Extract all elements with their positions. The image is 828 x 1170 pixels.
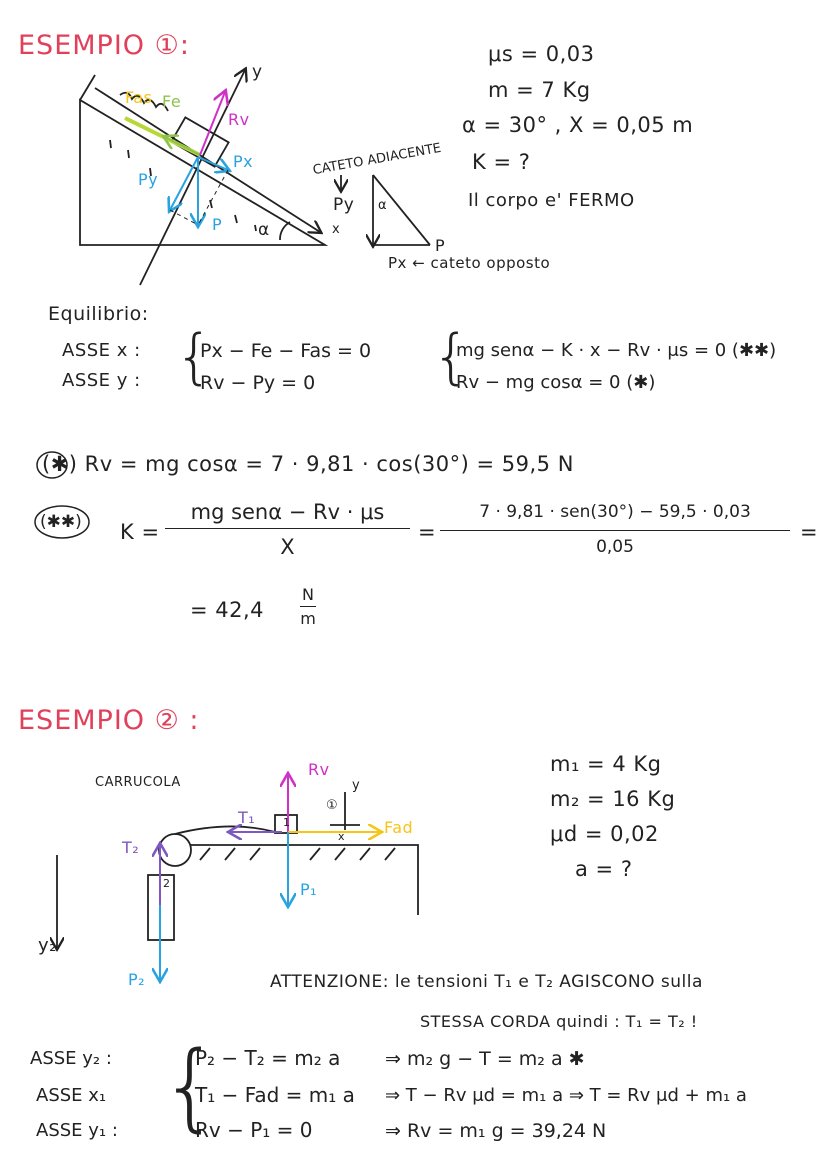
k-formula-numerator: mg senα − Rv · μs — [165, 500, 410, 529]
label-y2: y₂ — [38, 935, 57, 956]
incline-diagram — [80, 70, 325, 285]
row-axis-y1: ASSE y₁ : — [36, 1120, 118, 1141]
given-still: Il corpo e' FERMO — [468, 190, 635, 211]
label-rv: Rv — [228, 110, 250, 129]
k-marker: (✱✱) — [40, 512, 82, 532]
py-arrow — [170, 157, 198, 210]
row-eq-y2: P₂ − T₂ = m₂ a — [195, 1046, 341, 1070]
px-arrow — [198, 157, 228, 170]
rv-calculation: (✱) Rv = mg cosα = 7 · 9,81 · cos(30°) = 59,5 N — [42, 452, 574, 476]
row-result-x1: ⇒ T − Rv μd = m₁ a ⇒ T = Rv μd + m₁ a — [385, 1085, 747, 1106]
label-p1: P₁ — [300, 880, 318, 899]
equals-sign-end: = — [800, 520, 819, 544]
row-eq-y1: Rv − P₁ = 0 — [195, 1118, 313, 1142]
k-label: K = — [120, 520, 160, 544]
given-mass: m = 7 Kg — [488, 78, 591, 102]
label-t1: T₁ — [238, 808, 256, 827]
label-fe: Fe — [162, 92, 182, 111]
eq-y-2: Rv − mg cosα = 0 (✱) — [456, 372, 656, 393]
brace-3: { — [160, 1032, 221, 1142]
axis-x-label: ASSE x : — [62, 340, 141, 361]
label-carrucola: CARRUCOLA — [95, 775, 181, 790]
label-p: P — [212, 215, 223, 234]
label-tri-py: Py — [333, 195, 355, 215]
row-result-y2: ⇒ m₂ g − T = m₂ a ✱ — [385, 1048, 585, 1070]
attention-line-2: STESSA CORDA quindi : T₁ = T₂ ! — [420, 1012, 698, 1031]
given-m1: m₁ = 4 Kg — [550, 752, 662, 776]
label-axis-y: y — [352, 778, 361, 793]
given-a: a = ? — [575, 857, 633, 881]
eq-x-1: Px − Fe − Fas = 0 — [200, 340, 372, 362]
label-px: Px — [233, 152, 254, 171]
given-m2: m₂ = 16 Kg — [550, 787, 676, 811]
label-alpha: α — [258, 220, 270, 240]
label-rv2: Rv — [308, 760, 330, 779]
label-tri-p: P — [435, 236, 446, 255]
example2-title: ESEMPIO ② : — [18, 705, 200, 736]
label-fad: Fad — [384, 818, 414, 837]
row-result-y1: ⇒ Rv = m₁ g = 39,24 N — [385, 1120, 607, 1142]
label-py: Py — [138, 170, 159, 189]
k-values-numerator: 7 · 9,81 · sen(30°) − 59,5 · 0,03 — [440, 502, 790, 531]
attention-line-1: ATTENZIONE: le tensioni T₁ e T₂ AGISCONO sulla — [270, 972, 703, 992]
given-mu-d: μd = 0,02 — [550, 822, 659, 846]
given-mu-s: μs = 0,03 — [488, 42, 595, 66]
label-block2: 2 — [163, 877, 171, 890]
unit-numerator: N — [300, 585, 316, 607]
label-axis-x: x — [338, 830, 346, 843]
rv-arrow — [200, 92, 225, 155]
label-tri-alpha: α — [378, 198, 388, 213]
equals-sign: = — [418, 520, 437, 544]
row-axis-x1: ASSE x₁ — [36, 1085, 107, 1106]
eq-y-1: Rv − Py = 0 — [200, 372, 316, 394]
label-x-axis: x — [332, 222, 341, 237]
label-fas: Fas — [125, 88, 153, 107]
label-cateto-opposto: Px ← cateto opposto — [388, 254, 551, 272]
eq-x-2: mg senα − K · x − Rv · μs = 0 (✱✱) — [456, 340, 777, 361]
example1-title: ESEMPIO ①: — [18, 30, 190, 61]
label-block1: 1 — [283, 816, 291, 829]
label-cateto-adiacente: CATETO ADIACENTE — [311, 140, 443, 179]
k-result: = 42,4 — [190, 598, 265, 622]
label-t2: T₂ — [122, 838, 140, 857]
row-axis-y2: ASSE y₂ : — [30, 1048, 112, 1069]
k-values-denominator: 0,05 — [596, 537, 634, 557]
axis-y-label: ASSE y : — [62, 370, 141, 391]
k-formula-denominator: X — [280, 535, 295, 559]
row-eq-x1: T₁ − Fad = m₁ a — [195, 1083, 355, 1107]
given-k: K = ? — [472, 150, 531, 174]
label-axis-marker: ① — [326, 798, 339, 813]
unit-denominator: m — [300, 609, 317, 628]
label-p2: P₂ — [128, 970, 146, 989]
brace-2: { — [432, 322, 471, 392]
given-alpha-x: α = 30° , X = 0,05 m — [462, 113, 694, 137]
equilibrio-label: Equilibrio: — [48, 303, 149, 325]
brace-1: { — [175, 322, 214, 392]
label-y-axis: y — [252, 62, 263, 82]
